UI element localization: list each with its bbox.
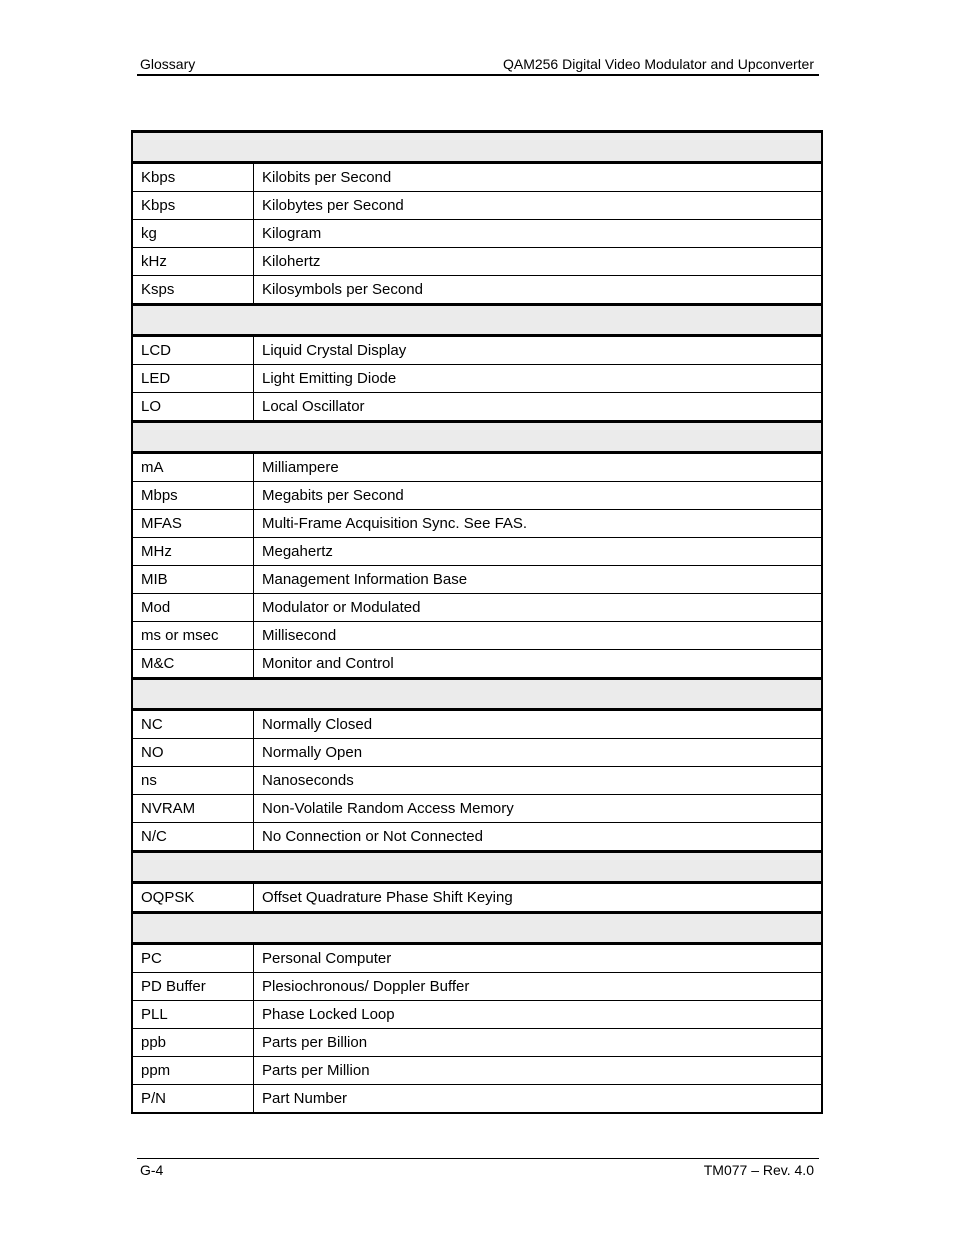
glossary-row <box>132 482 822 510</box>
glossary-definition: Liquid Crystal Display <box>254 336 823 365</box>
glossary-definition: Personal Computer <box>254 944 823 973</box>
glossary-definition: Light Emitting Diode <box>254 365 823 393</box>
glossary-term: mA <box>132 453 254 482</box>
glossary-row <box>132 739 822 767</box>
glossary-row <box>132 336 822 365</box>
glossary-definition: Parts per Million <box>254 1057 823 1085</box>
glossary-definition: Kilohertz <box>254 248 823 276</box>
glossary-definition: Milliampere <box>254 453 823 482</box>
glossary-term: kg <box>132 220 254 248</box>
glossary-term: MHz <box>132 538 254 566</box>
glossary-definition: Megabits per Second <box>254 482 823 510</box>
section-header-row <box>132 132 822 163</box>
glossary-term: LCD <box>132 336 254 365</box>
glossary-row <box>132 538 822 566</box>
glossary-row <box>132 220 822 248</box>
glossary-definition: Monitor and Control <box>254 650 823 679</box>
section-header-cell <box>132 852 822 883</box>
glossary-definition: Millisecond <box>254 622 823 650</box>
glossary-row <box>132 823 822 852</box>
glossary-definition: Normally Open <box>254 739 823 767</box>
section-header-row <box>132 913 822 944</box>
glossary-definition: Part Number <box>254 1085 823 1114</box>
glossary-row <box>132 393 822 422</box>
glossary-definition: Phase Locked Loop <box>254 1001 823 1029</box>
glossary-term: ppb <box>132 1029 254 1057</box>
glossary-row <box>132 650 822 679</box>
page-number: G-4 <box>140 1162 164 1178</box>
glossary-term: NVRAM <box>132 795 254 823</box>
section-header-row <box>132 679 822 710</box>
glossary-row <box>132 622 822 650</box>
glossary-term: kHz <box>132 248 254 276</box>
glossary-definition: Offset Quadrature Phase Shift Keying <box>254 883 823 913</box>
glossary-term: M&C <box>132 650 254 679</box>
glossary-definition: Non-Volatile Random Access Memory <box>254 795 823 823</box>
glossary-row <box>132 248 822 276</box>
glossary-term: NC <box>132 710 254 739</box>
section-header-row <box>132 422 822 453</box>
glossary-definition: Kilogram <box>254 220 823 248</box>
glossary-row <box>132 192 822 220</box>
glossary-definition: Megahertz <box>254 538 823 566</box>
glossary-definition: No Connection or Not Connected <box>254 823 823 852</box>
glossary-definition: Parts per Billion <box>254 1029 823 1057</box>
glossary-definition: Nanoseconds <box>254 767 823 795</box>
glossary-definition: Kilosymbols per Second <box>254 276 823 305</box>
glossary-row <box>132 163 822 192</box>
glossary-row <box>132 767 822 795</box>
glossary-row <box>132 1029 822 1057</box>
glossary-term: OQPSK <box>132 883 254 913</box>
glossary-row <box>132 365 822 393</box>
glossary-row <box>132 710 822 739</box>
glossary-term: PLL <box>132 1001 254 1029</box>
glossary-table <box>131 130 823 1114</box>
glossary-row <box>132 795 822 823</box>
glossary-term: ms or msec <box>132 622 254 650</box>
section-header-cell <box>132 422 822 453</box>
glossary-term: Ksps <box>132 276 254 305</box>
section-header-cell <box>132 305 822 336</box>
glossary-row <box>132 1057 822 1085</box>
glossary-definition: Kilobytes per Second <box>254 192 823 220</box>
section-header-cell <box>132 132 822 163</box>
footer-divider <box>137 1158 819 1159</box>
glossary-row <box>132 1001 822 1029</box>
glossary-row <box>132 973 822 1001</box>
header-section-title: Glossary <box>140 56 196 72</box>
section-header-row <box>132 852 822 883</box>
glossary-row <box>132 883 822 913</box>
glossary-row <box>132 566 822 594</box>
glossary-table-body <box>132 132 822 1114</box>
glossary-term: Mod <box>132 594 254 622</box>
glossary-term: ns <box>132 767 254 795</box>
glossary-definition: Modulator or Modulated <box>254 594 823 622</box>
glossary-term: Mbps <box>132 482 254 510</box>
glossary-definition: Local Oscillator <box>254 393 823 422</box>
glossary-definition: Management Information Base <box>254 566 823 594</box>
glossary-term: PC <box>132 944 254 973</box>
header-divider <box>137 74 819 76</box>
glossary-row <box>132 594 822 622</box>
glossary-term: MFAS <box>132 510 254 538</box>
glossary-row <box>132 453 822 482</box>
glossary-definition: Plesiochronous/ Doppler Buffer <box>254 973 823 1001</box>
header-document-title: QAM256 Digital Video Modulator and Upconverter <box>502 56 814 72</box>
glossary-row <box>132 510 822 538</box>
glossary-row <box>132 944 822 973</box>
glossary-term: Kbps <box>132 192 254 220</box>
glossary-term: MIB <box>132 566 254 594</box>
glossary-row <box>132 1085 822 1114</box>
glossary-term: LO <box>132 393 254 422</box>
glossary-term: N/C <box>132 823 254 852</box>
glossary-term: P/N <box>132 1085 254 1114</box>
glossary-term: ppm <box>132 1057 254 1085</box>
section-header-row <box>132 305 822 336</box>
glossary-term: PD Buffer <box>132 973 254 1001</box>
glossary-row <box>132 276 822 305</box>
glossary-term: LED <box>132 365 254 393</box>
section-header-cell <box>132 679 822 710</box>
section-header-cell <box>132 913 822 944</box>
glossary-definition: Normally Closed <box>254 710 823 739</box>
glossary-term: Kbps <box>132 163 254 192</box>
glossary-term: NO <box>132 739 254 767</box>
glossary-definition: Kilobits per Second <box>254 163 823 192</box>
document-revision: TM077 – Rev. 4.0 <box>703 1162 814 1178</box>
glossary-definition: Multi-Frame Acquisition Sync. See FAS. <box>254 510 823 538</box>
